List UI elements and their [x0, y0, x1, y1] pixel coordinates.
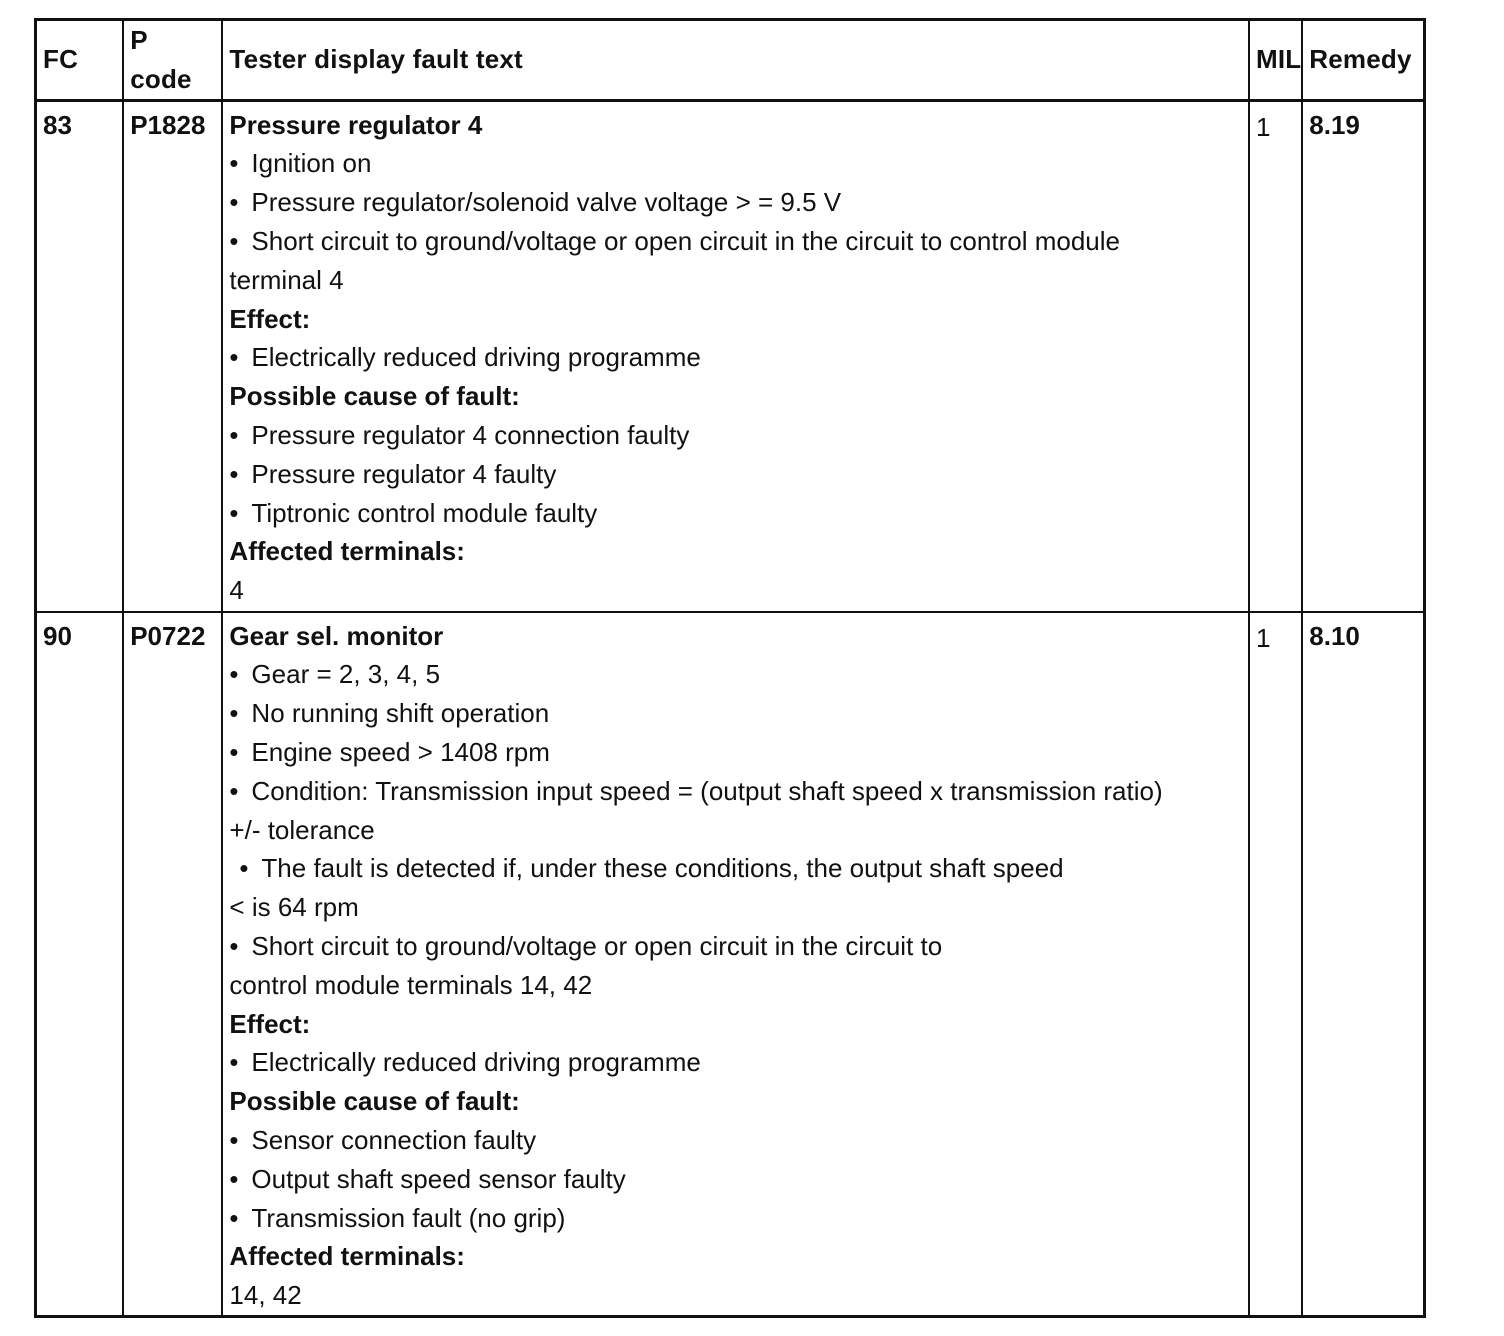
condition-item: • No running shift operation: [229, 694, 1242, 733]
fault-text-cell: [222, 100, 1249, 612]
header-row: [36, 20, 1425, 101]
detection-continuation: < is 64 rpm: [229, 892, 359, 923]
condition-continuation: +/- tolerance: [229, 814, 375, 845]
condition-item: • Engine speed > 1408 rpm: [229, 733, 1242, 772]
fault-text-cell: [222, 612, 1249, 1317]
header-remedy: Remedy: [1302, 20, 1424, 101]
condition-item: • Condition: Transmission input speed = (output shaft speed x transmission ratio): [229, 772, 1242, 811]
mil-cell: 1: [1249, 100, 1302, 612]
table-header: [36, 20, 1425, 101]
effect-item: • Electrically reduced driving programme: [229, 338, 1242, 377]
cause-item: • Pressure regulator 4 faulty: [229, 455, 1242, 494]
terminals-value: 14, 42: [229, 1280, 302, 1311]
cause-heading: Possible cause of fault:: [229, 1086, 520, 1117]
terminals-heading: Affected terminals:: [229, 536, 465, 567]
table-row: [36, 612, 1425, 1317]
pcode-cell: P0722: [123, 612, 222, 1317]
condition-item: • Ignition on: [229, 144, 1242, 183]
cause-item: • Output shaft speed sensor faulty: [229, 1160, 1242, 1199]
condition-item: • Short circuit to ground/voltage or open circuit in the circuit to: [229, 927, 1242, 966]
cause-item: • Pressure regulator 4 connection faulty: [229, 416, 1242, 455]
effect-heading: Effect:: [229, 303, 311, 334]
cause-item: • Tiptronic control module faulty: [229, 494, 1242, 533]
detection-item: • The fault is detected if, under these conditions, the output shaft speed: [229, 849, 1242, 888]
header-fault-text: Tester display fault text: [222, 20, 1249, 101]
effect-item: • Electrically reduced driving programme: [229, 1043, 1242, 1082]
fault-code-table: [34, 18, 1426, 1318]
cause-item: • Transmission fault (no grip): [229, 1199, 1242, 1238]
fault-title: Gear sel. monitor: [229, 620, 444, 651]
condition-item: • Pressure regulator/solenoid valve voltage > = 9.5 V: [229, 183, 1242, 222]
fc-cell: 83: [36, 100, 124, 612]
header-pcode: P code: [123, 20, 222, 101]
mil-cell: 1: [1249, 612, 1302, 1317]
pcode-cell: P1828: [123, 100, 222, 612]
remedy-cell: 8.10: [1302, 612, 1424, 1317]
terminals-value: 4: [229, 575, 244, 606]
condition-continuation: terminal 4: [229, 264, 344, 295]
cause-heading: Possible cause of fault:: [229, 381, 520, 412]
header-mil: MIL: [1249, 20, 1302, 101]
table-row: [36, 100, 1425, 612]
condition-item: • Gear = 2, 3, 4, 5: [229, 655, 1242, 694]
terminals-heading: Affected terminals:: [229, 1241, 465, 1272]
header-fc: FC: [36, 20, 124, 101]
fc-cell: 90: [36, 612, 124, 1317]
remedy-cell: 8.19: [1302, 100, 1424, 612]
condition-continuation: control module terminals 14, 42: [229, 969, 593, 1000]
fault-title: Pressure regulator 4: [229, 109, 483, 140]
condition-item: • Short circuit to ground/voltage or open circuit in the circuit to control module: [229, 222, 1242, 261]
cause-item: • Sensor connection faulty: [229, 1121, 1242, 1160]
effect-heading: Effect:: [229, 1008, 311, 1039]
